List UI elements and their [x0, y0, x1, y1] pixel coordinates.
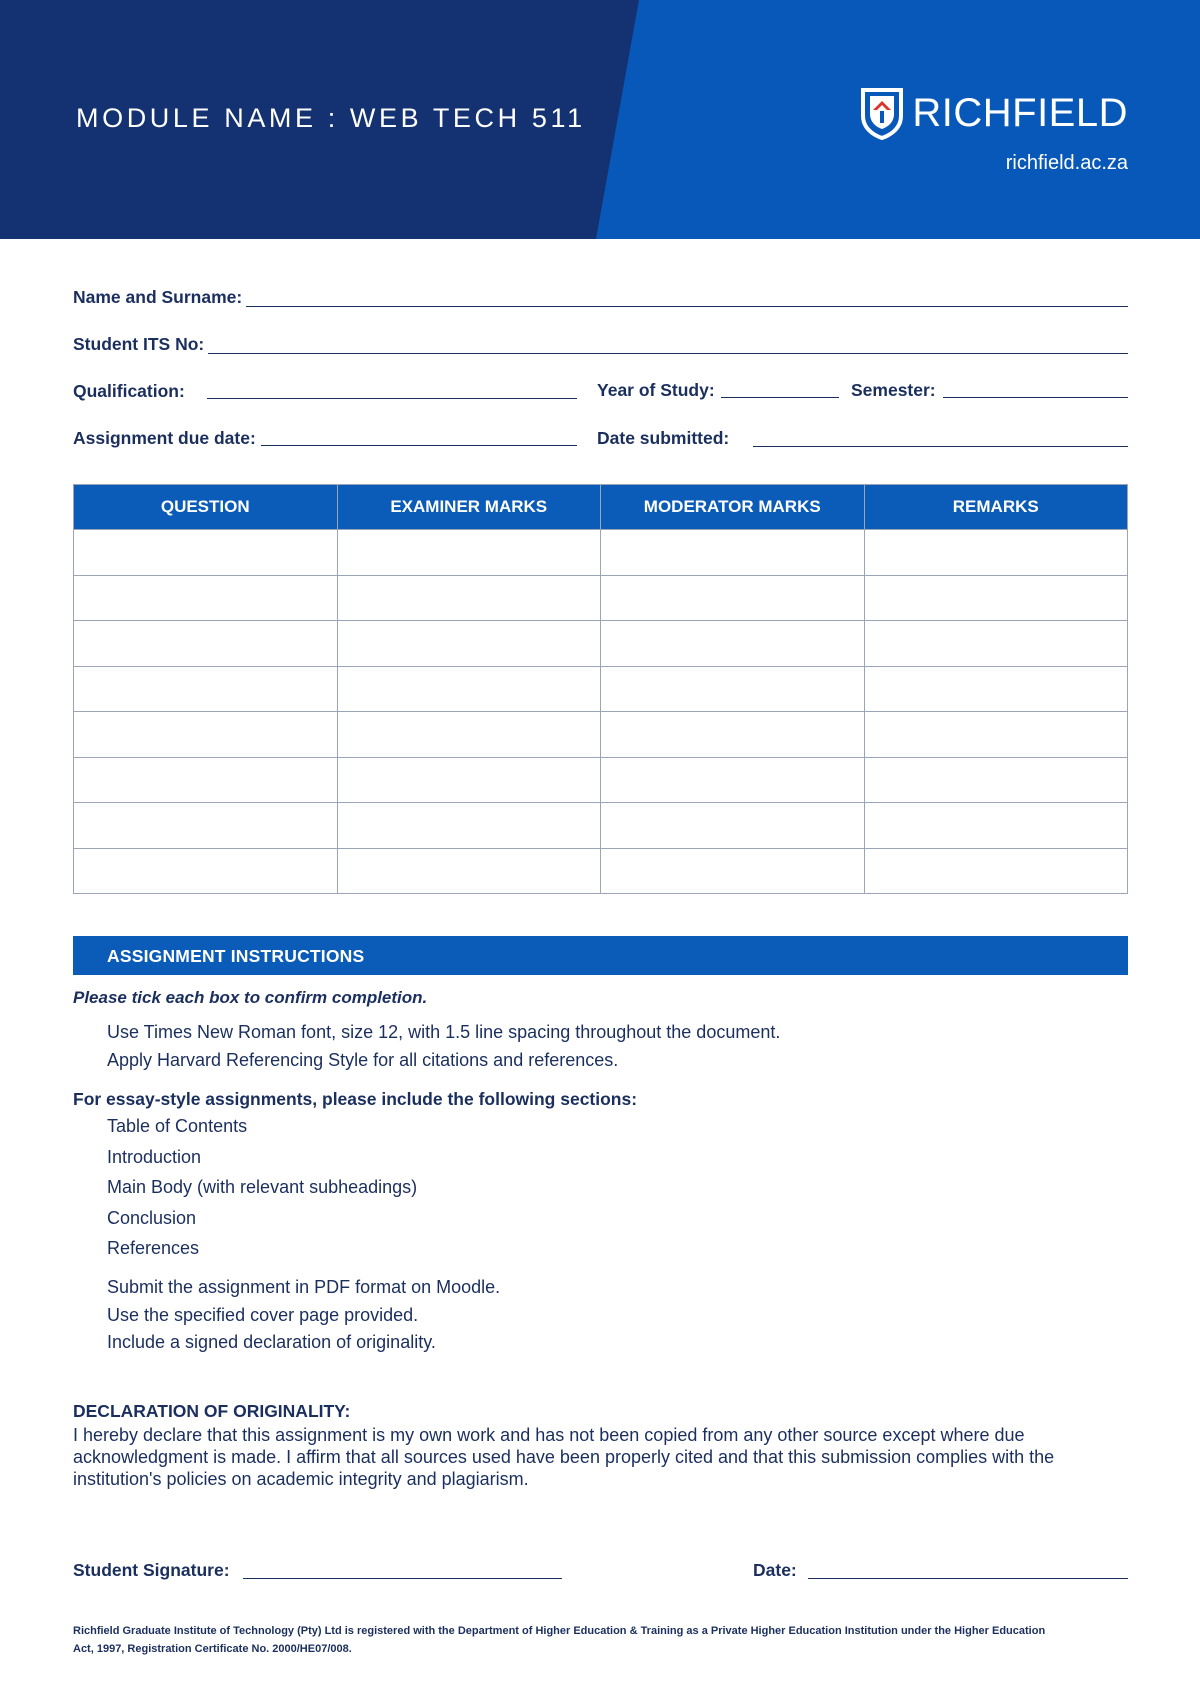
- header-moderator-marks: MODERATOR MARKS: [601, 485, 865, 530]
- submission-item: Submit the assignment in PDF format on Moodle.: [107, 1277, 501, 1297]
- table-row: [74, 621, 1128, 667]
- header-remarks: REMARKS: [864, 485, 1128, 530]
- due-date-field[interactable]: [261, 445, 577, 446]
- table-cell[interactable]: [864, 530, 1128, 576]
- table-cell[interactable]: [74, 621, 338, 667]
- table-cell[interactable]: [74, 757, 338, 803]
- section-item: Table of Contents: [107, 1116, 248, 1136]
- table-row: [74, 575, 1128, 621]
- table-cell[interactable]: [337, 757, 601, 803]
- header-question: QUESTION: [74, 485, 338, 530]
- header-examiner-marks: EXAMINER MARKS: [337, 485, 601, 530]
- footer-note: Richfield Graduate Institute of Technology (Pty) Ltd is registered with the Department of Higher Education & Training as a Private Higher Education Institution under the Higher Education Act, 1997, Registration Certificate No. 2000/HE07/008.: [73, 1625, 1046, 1655]
- signature-label: Student Signature:: [73, 1560, 230, 1580]
- section-item: Introduction: [107, 1147, 202, 1167]
- table-cell[interactable]: [601, 757, 865, 803]
- table-cell[interactable]: [864, 848, 1128, 894]
- qualification-label: Qualification:: [73, 381, 185, 401]
- name-label: Name and Surname:: [73, 287, 243, 307]
- essay-heading: For essay-style assignments, please include the following sections:: [73, 1089, 638, 1109]
- table-cell[interactable]: [864, 803, 1128, 849]
- shield-icon: [860, 86, 904, 140]
- table-cell[interactable]: [337, 803, 601, 849]
- marks-table: [73, 484, 1128, 894]
- signature-field[interactable]: [243, 1578, 562, 1579]
- table-cell[interactable]: [864, 666, 1128, 712]
- submitted-field[interactable]: [753, 446, 1128, 447]
- submission-item: Use the specified cover page provided.: [107, 1305, 419, 1325]
- logo-url: richfield.ac.za: [1005, 152, 1128, 174]
- declaration-title: DECLARATION OF ORIGINALITY:: [73, 1401, 351, 1421]
- declaration-text: I hereby declare that this assignment is my own work and has not been copied from any other source except where due acknowledgment is made. I affirm that all sources used have been properly cited and that this submission complies with the institution's policies on academic integrity and plagiarism.: [73, 1425, 1055, 1489]
- table-cell[interactable]: [601, 803, 865, 849]
- instructions-title: ASSIGNMENT INSTRUCTIONS: [107, 946, 365, 966]
- table-cell[interactable]: [337, 530, 601, 576]
- signature-date-label: Date:: [753, 1560, 797, 1580]
- section-item: References: [107, 1238, 200, 1258]
- logo-text: RICHFIELD: [912, 90, 1128, 135]
- table-cell[interactable]: [74, 666, 338, 712]
- table-cell[interactable]: [74, 575, 338, 621]
- table-cell[interactable]: [601, 621, 865, 667]
- name-field[interactable]: [246, 306, 1128, 307]
- table-cell[interactable]: [337, 848, 601, 894]
- its-field[interactable]: [208, 353, 1128, 354]
- year-label: Year of Study:: [597, 380, 715, 400]
- instruction-item: Use Times New Roman font, size 12, with 1.5 line spacing throughout the document.: [107, 1022, 781, 1042]
- submitted-label: Date submitted:: [597, 428, 730, 448]
- table-cell[interactable]: [601, 530, 865, 576]
- qualification-field[interactable]: [207, 398, 577, 399]
- header-banner: [0, 0, 1200, 239]
- table-cell[interactable]: [601, 848, 865, 894]
- section-item: Main Body (with relevant subheadings): [107, 1177, 418, 1197]
- instruction-item: Apply Harvard Referencing Style for all citations and references.: [107, 1050, 619, 1070]
- semester-field[interactable]: [943, 397, 1128, 398]
- richfield-logo: [860, 86, 1128, 140]
- table-cell[interactable]: [864, 575, 1128, 621]
- submission-item: Include a signed declaration of originality.: [107, 1332, 436, 1352]
- table-row: [74, 666, 1128, 712]
- table-cell[interactable]: [601, 666, 865, 712]
- signature-date-field[interactable]: [808, 1578, 1128, 1579]
- table-row: [74, 803, 1128, 849]
- semester-label: Semester:: [851, 380, 936, 400]
- table-cell[interactable]: [74, 848, 338, 894]
- year-field[interactable]: [721, 397, 839, 398]
- table-cell[interactable]: [864, 621, 1128, 667]
- table-row: [74, 530, 1128, 576]
- table-row: [74, 848, 1128, 894]
- table-cell[interactable]: [74, 530, 338, 576]
- table-cell[interactable]: [74, 712, 338, 758]
- table-row: [74, 712, 1128, 758]
- table-cell[interactable]: [601, 575, 865, 621]
- table-cell[interactable]: [864, 712, 1128, 758]
- table-cell[interactable]: [864, 757, 1128, 803]
- table-cell[interactable]: [601, 712, 865, 758]
- table-cell[interactable]: [337, 666, 601, 712]
- table-cell[interactable]: [337, 712, 601, 758]
- instructions-header-bar: [73, 936, 1128, 975]
- section-item: Conclusion: [107, 1208, 197, 1228]
- marks-header-row: [74, 485, 1128, 530]
- tick-note: Please tick each box to confirm completion.: [73, 988, 428, 1007]
- table-cell[interactable]: [337, 621, 601, 667]
- due-date-label: Assignment due date:: [73, 428, 256, 448]
- table-row: [74, 757, 1128, 803]
- its-label: Student ITS No:: [73, 334, 205, 354]
- module-title: MODULE NAME : WEB TECH 511: [76, 103, 586, 133]
- table-cell[interactable]: [337, 575, 601, 621]
- table-cell[interactable]: [74, 803, 338, 849]
